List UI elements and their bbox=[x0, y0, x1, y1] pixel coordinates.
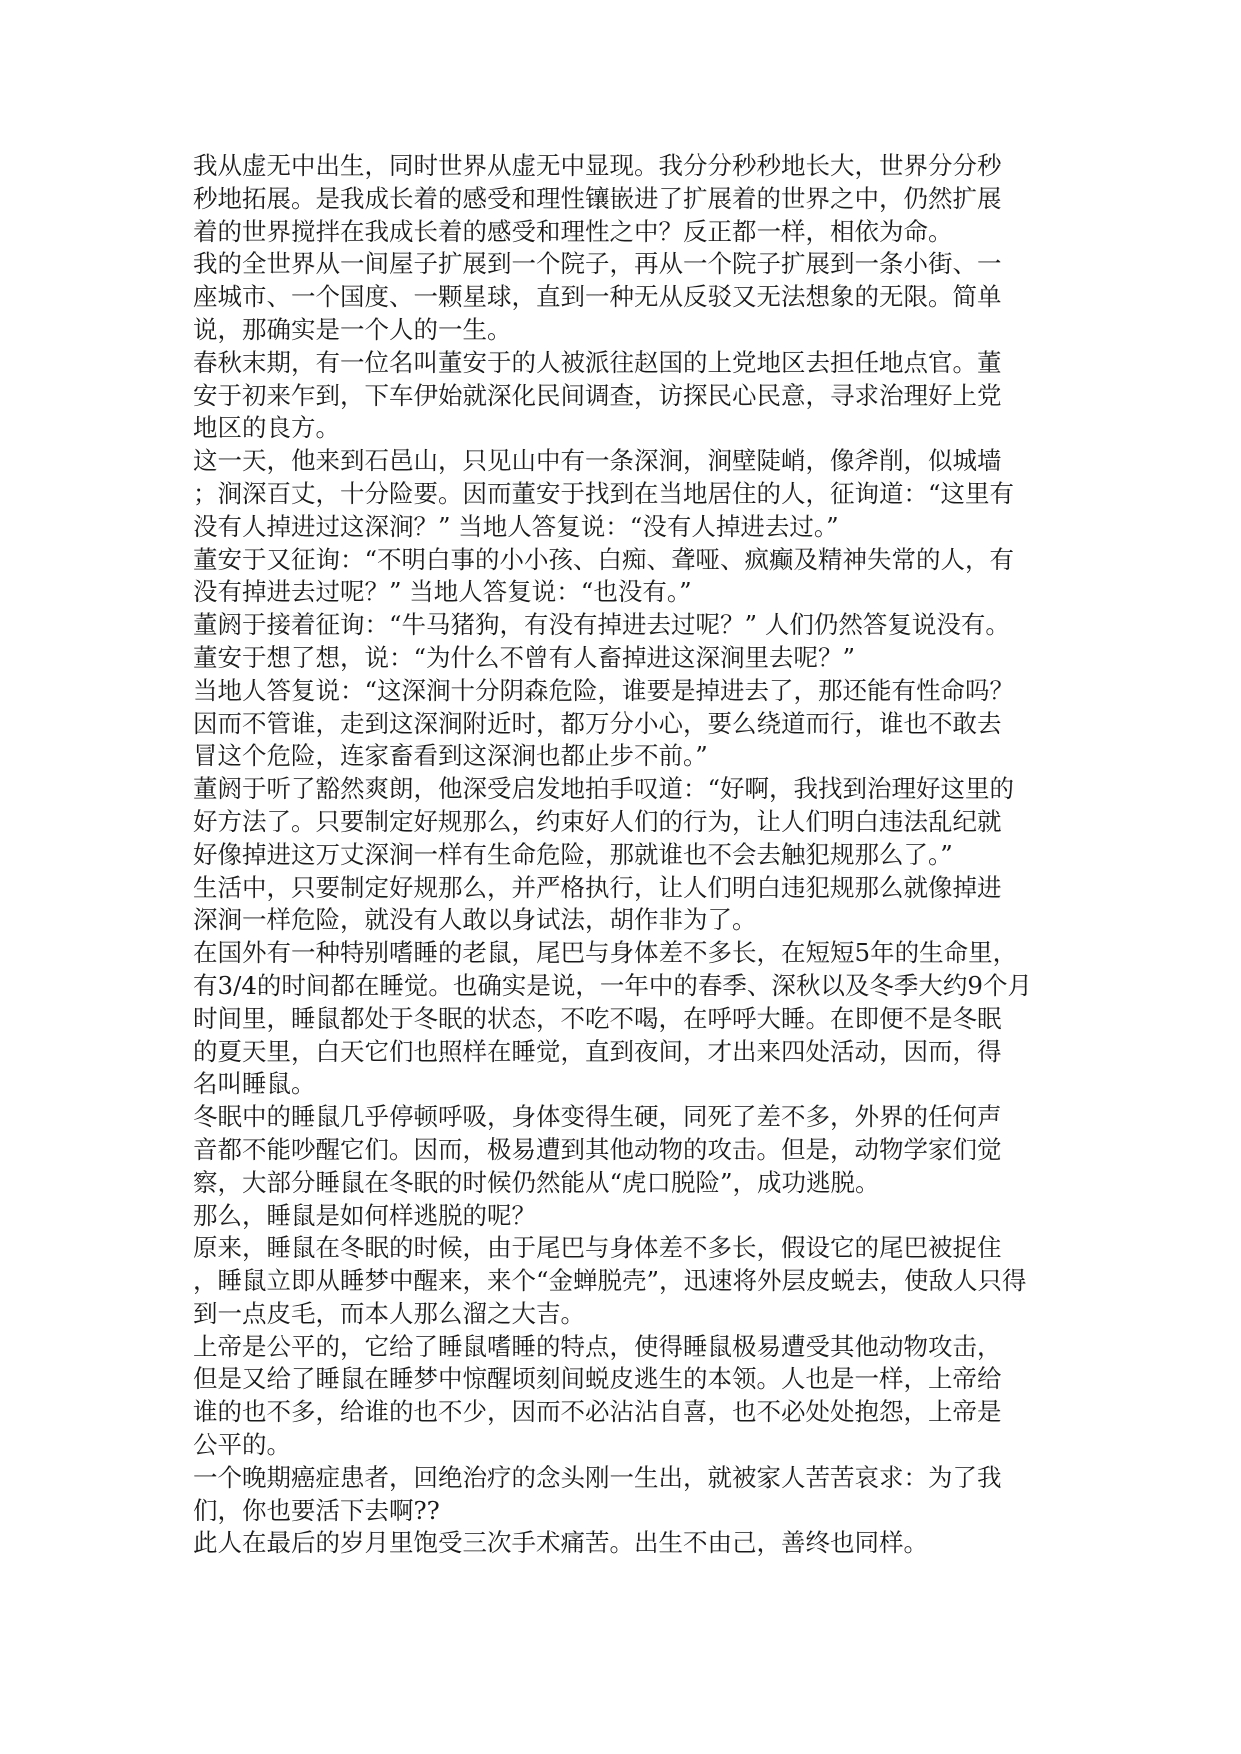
paragraph: 在国外有一种特别嗜睡的老鼠，尾巴与身体差不多长，在短短5年的生命里， 有3/4的时间都在睡觉。也确实是说，一年中的春季、深秋以及冬季大约9个月 时间里，睡鼠都处于冬眠的状态，不吃不喝，在呼呼大睡。在即便不是冬眠 的夏天里，白天它们也照样在睡觉，直到夜间，才出来四处活动，因而，得 名叫睡鼠。 bbox=[193, 938, 1033, 1099]
paragraph: 董阏于接着征询：“牛马猪狗，有没有掉进去过呢？” 人们仍然答复说没有。 bbox=[193, 610, 1010, 640]
paragraph: 上帝是公平的，它给了睡鼠嗜睡的特点，使得睡鼠极易遭受其他动物攻击， 但是又给了睡鼠在睡梦中惊醒顷刻间蜕皮逃生的本领。人也是一样，上帝给 谁的也不多，给谁的也不少，因而不必沾沾自喜，也不必处处抱怨，上帝是 公平的。 bbox=[193, 1331, 1002, 1460]
paragraph: 那么，睡鼠是如何样逃脱的呢？ bbox=[193, 1200, 536, 1230]
paragraph: 一个晚期癌症患者，回绝治疗的念头刚一生出，就被家人苦苦哀求：为了我 们，你也要活下去啊?? bbox=[193, 1462, 1002, 1525]
paragraph: 董安于又征询：“不明白事的小小孩、白痴、聋哑、疯癫及精神失常的人，有 没有掉进去过呢？” 当地人答复说：“也没有。” bbox=[193, 544, 1015, 607]
paragraph: 原来，睡鼠在冬眠的时候，由于尾巴与身体差不多长，假设它的尾巴被捉住 ，睡鼠立即从睡梦中醒来，来个“金蝉脱壳”，迅速将外层皮蜕去，使敌人只得 到一点皮毛，而本人那么溜之大吉。 bbox=[193, 1233, 1027, 1328]
paragraph: 我的全世界从一间屋子扩展到一个院子，再从一个院子扩展到一条小街、一 座城市、一个国度、一颗星球，直到一种无从反驳又无法想象的无限。简单 说，那确实是一个人的一生。 bbox=[193, 249, 1002, 344]
paragraph: 董安于想了想，说：“为什么不曾有人畜掉进这深涧里去呢？” bbox=[193, 642, 856, 672]
paragraph: 此人在最后的岁月里饱受三次手术痛苦。出生不由己，善终也同样。 bbox=[193, 1528, 928, 1558]
paragraph: 这一天，他来到石邑山，只见山中有一条深涧，涧壁陡峭，像斧削，似城墙 ；涧深百丈，十分险要。因而董安于找到在当地居住的人，征询道：“这里有 没有人掉进过这深涧？” 当地人答复说：“没有人掉进去过。” bbox=[193, 446, 1015, 541]
paragraph: 春秋末期，有一位名叫董安于的人被派往赵国的上党地区去担任地点官。董 安于初来乍到，下车伊始就深化民间调查，访探民心民意，寻求治理好上党 地区的良方。 bbox=[193, 347, 1002, 443]
paragraph: 生活中，只要制定好规那么，并严格执行，让人们明白违犯规那么就像掉进 深涧一样危险，就没有人敢以身试法，胡作非为了。 bbox=[193, 872, 1002, 935]
paragraph: 冬眠中的睡鼠几乎停顿呼吸，身体变得生硬，同死了差不多，外界的任何声 音都不能吵醒它们。因而，极易遭到其他动物的攻击。但是，动物学家们觉 察，大部分睡鼠在冬眠的时候仍然能从“虎口脱险”，成功逃脱。 bbox=[193, 1102, 1002, 1197]
paragraph: 董阏于听了豁然爽朗，他深受启发地拍手叹道：“好啊，我找到治理好这里的 好方法了。只要制定好规那么，约束好人们的行为，让人们明白违法乱纪就 好像掉进这万丈深涧一样有生命危险，那就谁也不会去触犯规那么了。” bbox=[193, 774, 1015, 869]
document-body bbox=[193, 150, 1053, 1560]
paragraph: 我从虚无中出生，同时世界从虚无中显现。我分分秒秒地长大，世界分分秒 秒地拓展。是我成长着的感受和理性镶嵌进了扩展着的世界之中，仍然扩展 着的世界搅拌在我成长着的感受和理性之中？反正都一样，相依为命。 bbox=[193, 151, 1002, 246]
paragraph: 当地人答复说：“这深涧十分阴森危险，谁要是掉进去了，那还能有性命吗？ 因而不管谁，走到这深涧附近时，都万分小心，要么绕道而行，谁也不敢去 冒这个危险，连家畜看到这深涧也都止步不前。” bbox=[193, 675, 1015, 771]
